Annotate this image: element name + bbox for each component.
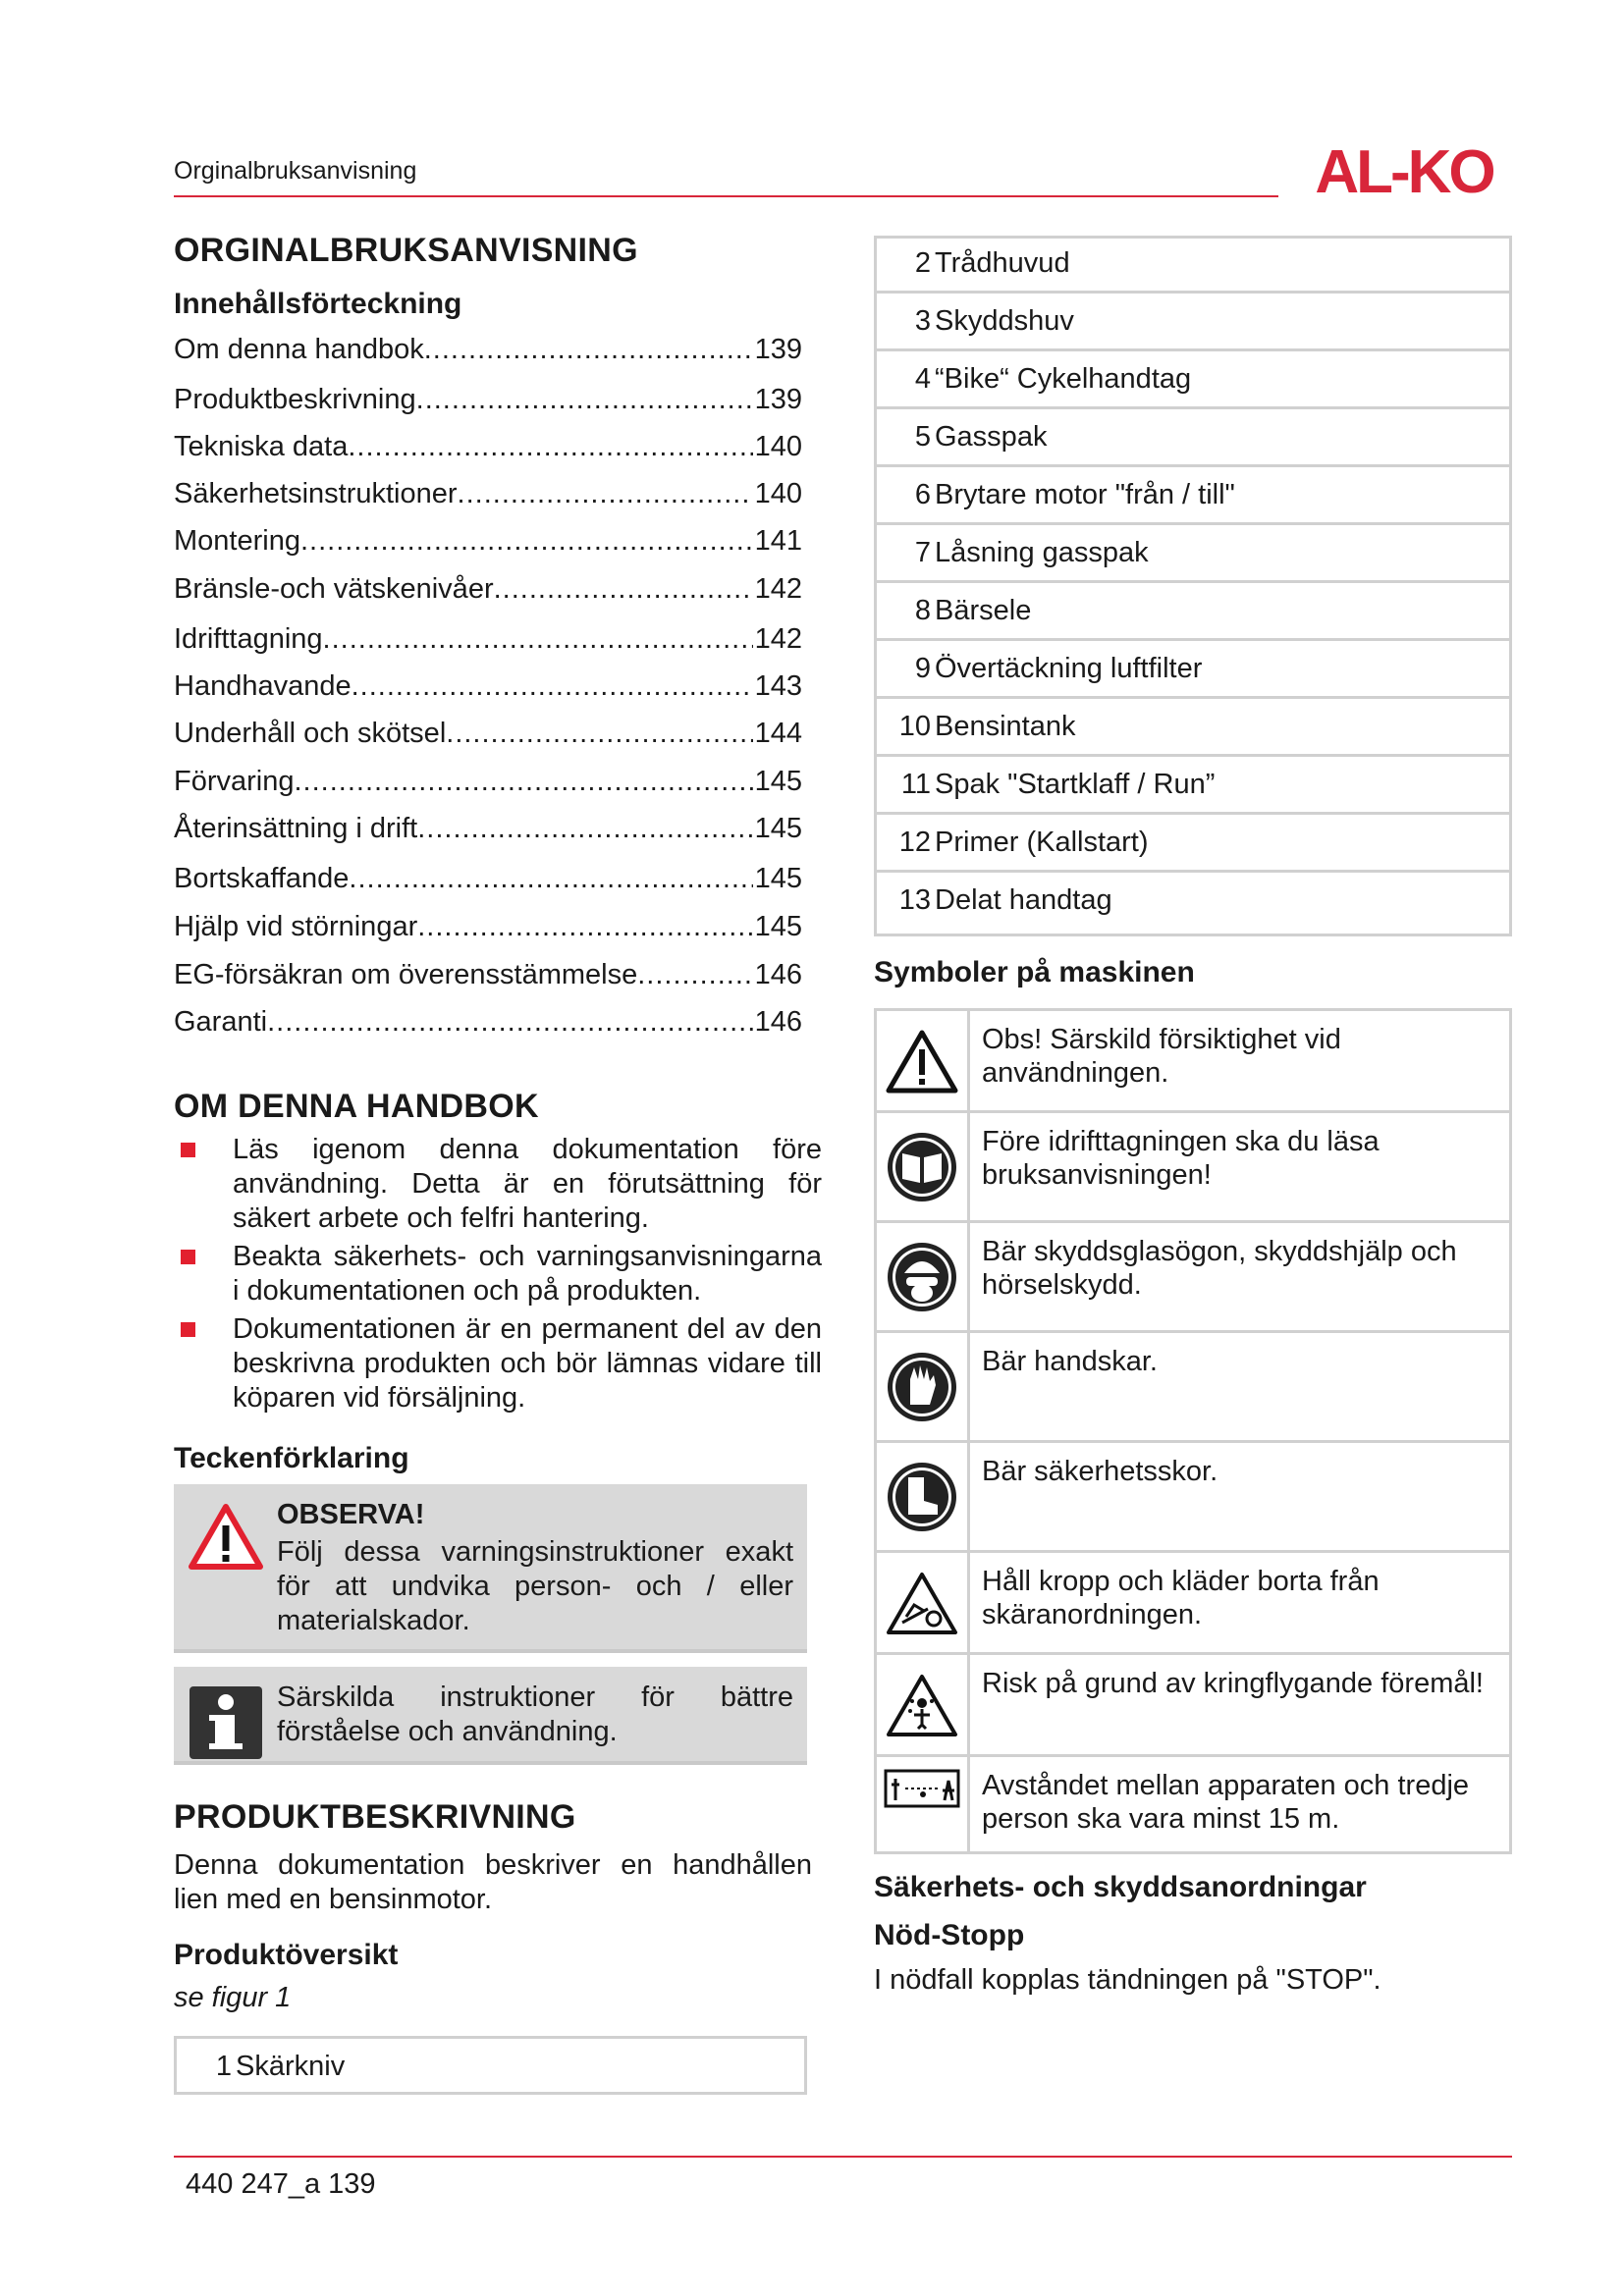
toc-entry[interactable]: [174, 718, 802, 750]
part-label: Primer (Kallstart): [935, 827, 1149, 858]
symbol-description: Bär handskar.: [982, 1346, 1158, 1377]
part-number: 11: [900, 769, 931, 800]
parts-table-row: [174, 2036, 807, 2095]
part-label: Skärkniv: [236, 2051, 346, 2082]
document-title: ORGINALBRUKSANVISNING: [174, 232, 638, 269]
part-label: Brytare motor "från / till": [935, 479, 1235, 510]
parts-table-row: [874, 641, 1512, 699]
part-number: 9: [914, 653, 931, 684]
parts-table-row: [874, 525, 1512, 583]
parts-table-row: [874, 699, 1512, 757]
info-icon: [189, 1686, 262, 1759]
toc-entry-title: Handhavande: [174, 670, 352, 702]
toc-entry-page: 142: [754, 573, 802, 605]
product-description: Denna dokumentation beskriver en handhållen lien med en bensinmotor.: [174, 1849, 812, 1915]
alko-logo: [1296, 143, 1512, 200]
part-number: 1: [215, 2051, 232, 2082]
part-number: 5: [914, 421, 931, 453]
warning-notice: [174, 1484, 807, 1653]
legend-heading: Teckenförklaring: [174, 1442, 409, 1474]
part-label: Delat handtag: [935, 884, 1112, 916]
warning-triangle-icon: [188, 1502, 264, 1571]
part-label: Spak "Startklaff / Run”: [935, 769, 1216, 800]
toc-entry-title: Underhåll och skötsel: [174, 718, 447, 749]
toc-entry-title: Hjälp vid störningar: [174, 911, 418, 942]
part-label: “Bike“ Cykelhandtag: [935, 363, 1192, 395]
toc-entry-title: Produktbeskrivning: [174, 384, 416, 415]
toc-entry[interactable]: [174, 959, 802, 991]
part-label: Gasspak: [935, 421, 1048, 453]
symbol-row: [877, 1553, 1509, 1655]
symbol-description: Före idrifttagningen ska du läsa bruksanvisningen!: [982, 1126, 1380, 1191]
symbol-description: Avståndet mellan apparaten och tredje person ska vara minst 15 m.: [982, 1770, 1470, 1835]
toc-entry-title: Bränsle-och vätskenivåer: [174, 573, 494, 605]
header-rule: [174, 195, 1278, 197]
toc-entry-title: Bortskaffande: [174, 863, 350, 894]
goggles-helmet-ear-icon: [885, 1240, 959, 1314]
symbol-row: [877, 1011, 1509, 1113]
section-heading-about: OM DENNA HANDBOK: [174, 1088, 539, 1125]
toc-entry[interactable]: [174, 911, 802, 943]
toc-entry[interactable]: [174, 478, 802, 510]
toc-entry-page: 141: [754, 525, 802, 557]
toc-entry-title: Säkerhetsinstruktioner: [174, 478, 458, 509]
symbols-heading: Symboler på maskinen: [874, 956, 1195, 988]
logo-text: AL-KO: [1315, 143, 1493, 200]
red-square-bullet-icon: [181, 1250, 195, 1264]
part-label: Övertäckning luftfilter: [935, 653, 1203, 684]
footer-rule: [174, 2156, 1512, 2158]
bullet-list: [174, 1133, 822, 1415]
toc-heading: Innehållsförteckning: [174, 288, 462, 320]
symbol-description: Risk på grund av kringflygande föremål!: [982, 1668, 1484, 1699]
list-item: Dokumentationen är en permanent del av den beskrivna produkten och bör lämnas vidare till köparen vid försäljning.: [174, 1312, 822, 1415]
page-footer: 440 247_a 139: [186, 2168, 376, 2200]
toc-entry-page: 146: [754, 959, 802, 990]
toc-entry-page: 143: [754, 670, 802, 702]
symbol-row: [877, 1223, 1509, 1333]
symbol-description: Obs! Särskild försiktighet vid användningen.: [982, 1024, 1341, 1089]
toc-entry-page: 145: [754, 766, 802, 797]
parts-table-row: [874, 583, 1512, 641]
toc-entry-page: 145: [754, 813, 802, 844]
toc-entry-title: Förvaring: [174, 766, 295, 797]
warning-title: OBSERVA!: [277, 1499, 425, 1530]
part-number: 12: [898, 827, 931, 858]
symbol-description: Bär säkerhetsskor.: [982, 1456, 1218, 1487]
toc-entry-title: Tekniska data: [174, 431, 349, 462]
symbols-table: [874, 1008, 1512, 1854]
toc-entry-title: Idrifttagning: [174, 623, 323, 655]
part-number: 3: [914, 305, 931, 337]
symbol-description: Bär skyddsglasögon, skyddshjälp och hörselskydd.: [982, 1236, 1457, 1301]
symbol-row: [877, 1333, 1509, 1443]
toc-entry[interactable]: [174, 525, 802, 558]
toc-entry-title: Garanti: [174, 1006, 268, 1038]
toc-entry[interactable]: [174, 1006, 802, 1039]
toc-entry-page: 140: [754, 478, 802, 509]
toc-entry[interactable]: [174, 813, 802, 845]
parts-table: [874, 236, 1512, 931]
part-number: 8: [914, 595, 931, 626]
part-label: Låsning gasspak: [935, 537, 1149, 568]
read-manual-icon: [885, 1130, 959, 1204]
toc-entry[interactable]: [174, 623, 802, 656]
symbol-row: [877, 1757, 1509, 1851]
part-number: 10: [898, 711, 931, 742]
list-item: Läs igenom denna dokumentation före användning. Detta är en förutsättning för säkert arbete och felfri hantering.: [174, 1133, 822, 1236]
symbol-row: [877, 1113, 1509, 1223]
parts-table-row: [874, 467, 1512, 525]
red-square-bullet-icon: [181, 1322, 195, 1337]
part-label: Bensintank: [935, 711, 1076, 742]
toc-entry[interactable]: [174, 384, 802, 416]
part-number: 4: [914, 363, 931, 395]
parts-table-row: [874, 236, 1512, 294]
distance-15m-icon: [884, 1769, 960, 1808]
toc-entry-page: 139: [754, 384, 802, 415]
red-square-bullet-icon: [181, 1143, 195, 1157]
info-text: Särskilda instruktioner för bättre förståelse och användning.: [277, 1682, 793, 1747]
parts-table-row: [874, 351, 1512, 409]
toc-entry-title: Om denna handbok: [174, 334, 424, 365]
toc-entry[interactable]: [174, 670, 802, 703]
part-number: 13: [898, 884, 931, 916]
part-number: 2: [914, 247, 931, 279]
toc-entry-page: 144: [754, 718, 802, 749]
parts-table-row: [874, 409, 1512, 467]
parts-table-row: [874, 815, 1512, 873]
symbol-description: Håll kropp och kläder borta från skäranordningen.: [982, 1566, 1380, 1630]
toc-entry[interactable]: [174, 431, 802, 463]
symbol-row: [877, 1443, 1509, 1553]
part-number: 6: [914, 479, 931, 510]
part-label: Bärsele: [935, 595, 1032, 626]
figure-reference: se figur 1: [174, 1982, 292, 2013]
section-heading-product: PRODUKTBESKRIVNING: [174, 1798, 576, 1836]
toc-entry-title: EG-försäkran om överensstämmelse: [174, 959, 638, 990]
toc-entry-page: 142: [754, 623, 802, 655]
toc-entry-page: 145: [754, 863, 802, 894]
toc-entry[interactable]: [174, 573, 802, 606]
header-title: Orginalbruksanvisning: [174, 157, 417, 185]
parts-table-row: [874, 294, 1512, 351]
safety-devices-heading: Säkerhets- och skyddsanordningar: [874, 1871, 1367, 1903]
toc-entry-title: Montering: [174, 525, 300, 557]
emergency-stop-heading: Nöd-Stopp: [874, 1919, 1025, 1951]
safety-boots-icon: [885, 1460, 959, 1534]
toc-entry-page: 139: [754, 334, 802, 365]
part-label: Skyddshuv: [935, 305, 1074, 337]
emergency-stop-text: I nödfall kopplas tändningen på "STOP".: [874, 1964, 1381, 1996]
warning-triangle-icon: [885, 1028, 959, 1095]
symbol-row: [877, 1655, 1509, 1757]
toc-entry-title: Återinsättning i drift: [174, 813, 418, 844]
list-item: Beakta säkerhets- och varningsanvisningarna i dokumentationen och på produkten.: [174, 1240, 822, 1308]
part-label: Trådhuvud: [935, 247, 1070, 279]
parts-table-row: [874, 873, 1512, 931]
cutting-hazard-icon: [885, 1570, 959, 1636]
gloves-icon: [885, 1350, 959, 1424]
toc-entry[interactable]: [174, 863, 802, 895]
toc-entry[interactable]: [174, 334, 802, 366]
toc-entry-page: 146: [754, 1006, 802, 1038]
toc-entry[interactable]: [174, 766, 802, 798]
parts-table-row: [874, 757, 1512, 815]
overview-heading: Produktöversikt: [174, 1939, 399, 1971]
part-number: 7: [914, 537, 931, 568]
warning-text: Följ dessa varningsinstruktioner exakt för att undvika person- och / eller materialskador.: [277, 1536, 793, 1636]
info-notice: [174, 1667, 807, 1765]
flying-objects-icon: [885, 1672, 959, 1738]
toc-entry-page: 140: [754, 431, 802, 462]
toc-entry-page: 145: [754, 911, 802, 942]
